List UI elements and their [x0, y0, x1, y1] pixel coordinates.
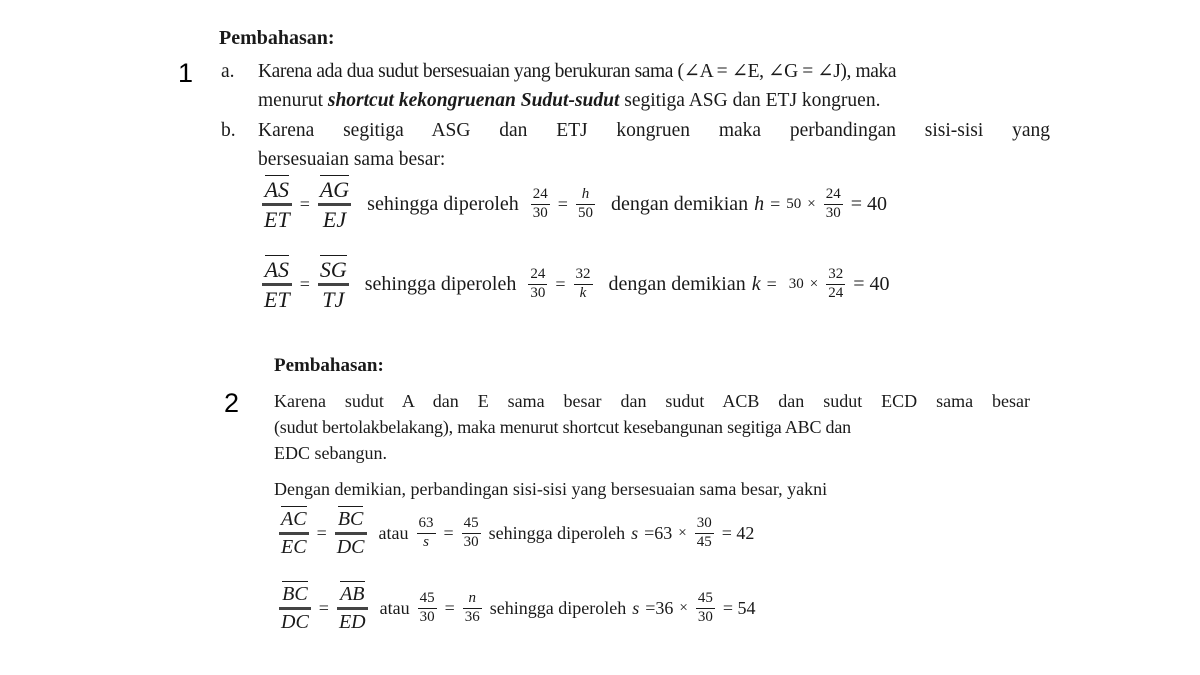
equals-sign: =: [299, 274, 310, 295]
segment: TJ: [322, 287, 345, 313]
times-sign: ×: [809, 276, 819, 293]
segment: AG: [319, 177, 350, 202]
item-a-label: a.: [221, 61, 235, 82]
section2-para-line1: Karena sudut A dan E sama besar dan sudut ACB dan sudut ECD sama besar: [274, 391, 1030, 411]
result: = 54: [722, 598, 756, 618]
segment: ED: [338, 611, 366, 633]
equals-sign: =: [557, 194, 568, 215]
variable: h: [754, 193, 765, 216]
segment: SG: [319, 257, 347, 282]
segment: BC: [337, 508, 364, 530]
s2e1-fraction-right: [335, 509, 367, 558]
segment: AC: [281, 508, 307, 530]
multiplier-fraction: $\frac{32}{24}$: [828, 266, 844, 302]
equals-sign: =: [318, 598, 329, 618]
segment: AS: [264, 177, 290, 202]
equals-sign: =: [299, 194, 310, 215]
equals-sign: =: [770, 194, 781, 215]
s2e1-fraction-left: [279, 509, 309, 558]
equals-sign: =: [555, 274, 566, 295]
segment: DC: [336, 536, 365, 558]
item-b-line2: bersesuaian sama besar:: [258, 149, 446, 170]
ratio-fraction: $\frac{45}{30}$: [419, 590, 435, 625]
s1e1-fraction-left: [262, 178, 292, 231]
segment: DC: [281, 611, 309, 633]
factor: 30: [788, 276, 804, 293]
s2-equation-1: [277, 509, 754, 558]
factor: 50: [786, 196, 802, 213]
lhs-value: =63: [644, 523, 673, 543]
result: = 40: [853, 273, 890, 296]
problem-number-1: 1: [178, 58, 194, 88]
s2e2-fraction-right: [337, 584, 368, 633]
s1-equation-1: [260, 178, 887, 231]
times-sign: ×: [679, 600, 688, 616]
item-a-line2-pre: menurut: [258, 90, 328, 111]
item-b-line1: Karena segitiga ASG dan ETJ kongruen maka perbandingan sisi-sisi yang: [258, 120, 1050, 141]
times-sign: ×: [807, 196, 816, 213]
section2-heading: Pembahasan:: [274, 355, 384, 376]
s1e2-fraction-left: [262, 258, 292, 311]
item-b-label: b.: [221, 120, 236, 141]
item-a-line2: [258, 86, 880, 115]
s2e2-fraction-left: [279, 584, 311, 633]
result: = 42: [721, 523, 755, 543]
problem-number-2: 2: [224, 388, 240, 418]
lhs-value: =36: [645, 598, 674, 618]
equals-sign: =: [444, 598, 455, 618]
s1e2-fraction-right: [318, 258, 349, 311]
s2-equation-2: [277, 584, 756, 633]
result: = 40: [850, 193, 888, 216]
segment: EC: [281, 536, 307, 558]
connector-text: sehingga diperoleh: [488, 523, 626, 543]
segment: AB: [340, 583, 365, 605]
conclusion-text: dengan demikian: [608, 273, 746, 296]
ratio-fraction: $\frac{24}{30}$: [532, 186, 548, 222]
connector-text: sehingga diperoleh: [489, 598, 627, 618]
ratio-fraction: $\frac{32}{k}$: [575, 266, 591, 302]
conclusion-text: dengan demikian: [610, 193, 749, 216]
multiplier-fraction: $\frac{24}{30}$: [825, 186, 841, 222]
connector-text: sehingga diperoleh: [364, 273, 517, 296]
atau-text: atau: [378, 523, 409, 543]
variable: s: [631, 523, 639, 543]
segment: AS: [264, 257, 290, 282]
item-a-line1: Karena ada dua sudut bersesuaian yang berukuran sama (∠A = ∠E, ∠G = ∠J), maka: [258, 61, 897, 82]
section1-heading: Pembahasan:: [219, 27, 335, 49]
item-a-line2-post: segitiga ASG dan ETJ kongruen.: [619, 90, 881, 111]
s1-equation-2: [260, 258, 890, 311]
section2-para-line4: Dengan demikian, perbandingan sisi-sisi yang bersesuaian sama besar, yakni: [274, 479, 828, 499]
item-a-line2-emph: shortcut kekongruenan Sudut-sudut: [327, 90, 620, 111]
segment: ET: [264, 207, 290, 233]
variable: s: [632, 598, 640, 618]
section2-para-line2: (sudut bertolakbelakang), maka menurut shortcut kesebangunan segitiga ABC dan: [274, 417, 851, 437]
section2-para-line3: EDC sebangun.: [274, 443, 387, 463]
segment: ET: [264, 287, 290, 313]
ratio-fraction: $\frac{n}{36}$: [464, 590, 480, 625]
times-sign: ×: [678, 525, 687, 541]
multiplier-fraction: $\frac{45}{30}$: [697, 590, 713, 625]
equals-sign: =: [766, 274, 777, 295]
equals-sign: =: [443, 523, 454, 543]
ratio-fraction: $\frac{h}{50}$: [577, 186, 593, 222]
connector-text: sehingga diperoleh: [367, 193, 519, 216]
equals-sign: =: [316, 523, 327, 543]
segment: BC: [282, 583, 308, 605]
ratio-fraction: $\frac{45}{30}$: [463, 515, 479, 550]
variable: k: [751, 273, 761, 296]
ratio-fraction: $\frac{24}{30}$: [530, 266, 546, 302]
ratio-fraction: $\frac{63}{s}$: [418, 515, 434, 550]
multiplier-fraction: $\frac{30}{45}$: [696, 515, 712, 550]
s1e1-fraction-right: [318, 178, 351, 231]
segment: EJ: [322, 207, 347, 233]
atau-text: atau: [379, 598, 410, 618]
